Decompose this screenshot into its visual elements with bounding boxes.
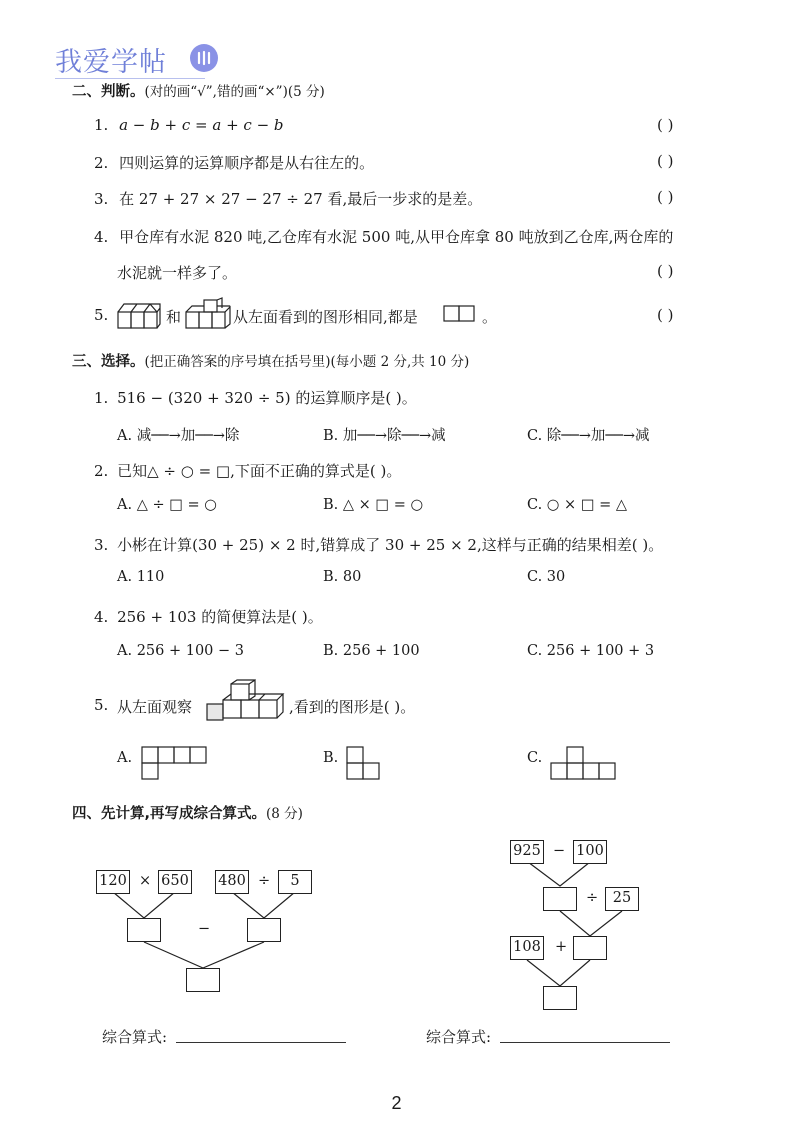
option-a[interactable]: A. △ ÷ □ = ○ [117, 497, 217, 513]
choose-item-5-pre: 从左面观察 [117, 698, 193, 716]
right-number-c: 25 [605, 887, 639, 911]
right-number-d: 108 [510, 936, 544, 960]
left-number-b: 650 [158, 870, 192, 894]
answer-paren[interactable]: ( ) [657, 188, 674, 206]
right-op2: ÷ [586, 890, 599, 906]
item-text: 256 + 103 的简便算法是( )。 [117, 608, 323, 626]
option-c[interactable]: C. [527, 750, 543, 766]
option-c[interactable]: C. ○ × □ = △ [527, 497, 628, 513]
left-formula-blank[interactable] [176, 1042, 346, 1043]
item-text: 已知△ ÷ ○ = □,下面不正确的算式是( )。 [117, 462, 402, 480]
item-number: 2. [94, 462, 109, 480]
right-number-a: 925 [510, 840, 544, 864]
item-text: 四则运算的运算顺序都是从右往左的。 [119, 154, 375, 172]
watermark-logo: 我爱学帖 [55, 47, 167, 78]
option-a[interactable]: A. [117, 750, 133, 766]
option-a[interactable]: A. 110 [117, 569, 165, 585]
section-choose-note: (把正确答案的序号填在括号里)(每小题 2 分,共 10 分) [144, 354, 470, 370]
item-text: 在 27 + 27 × 27 − 27 ÷ 27 看,最后一步求的是差。 [119, 190, 483, 208]
choose-item-5-post: ,看到的图形是( )。 [289, 698, 416, 716]
left-op2: ÷ [258, 873, 271, 889]
right-answer-box-1[interactable] [543, 887, 577, 911]
option-b[interactable]: B. 加──→除──→减 [323, 428, 446, 444]
left-answer-box-2[interactable] [247, 918, 281, 942]
left-op1: × [139, 873, 152, 889]
item-text: a − b + c = a + c − b [119, 116, 284, 134]
section-judge-note: (对的画“√”,错的画“×”)(5 分) [144, 84, 325, 100]
option-c[interactable]: C. 除──→加──→减 [527, 428, 650, 444]
left-mid-op: − [198, 921, 211, 937]
section-choose-title: 三、选择。 [72, 354, 145, 370]
right-number-b: 100 [573, 840, 607, 864]
section-calc-note: (8 分) [266, 806, 303, 822]
answer-paren[interactable]: ( ) [657, 306, 674, 324]
answer-paren[interactable]: ( ) [657, 116, 674, 134]
judge-item-4-line2: 水泥就一样多了。 [117, 264, 238, 282]
section-judge-title: 二、判断。 [72, 84, 145, 100]
answer-paren[interactable]: ( ) [657, 262, 674, 280]
option-c[interactable]: C. 30 [527, 569, 566, 585]
option-b[interactable]: B. 80 [323, 569, 362, 585]
judge-item-5-text: 从左面看到的图形相同,都是 [233, 308, 418, 326]
page-number: 2 [391, 1093, 402, 1113]
item-number: 4. [94, 228, 109, 246]
answer-paren[interactable]: ( ) [657, 152, 674, 170]
left-answer-box-1[interactable] [127, 918, 161, 942]
option-b[interactable]: B. [323, 750, 339, 766]
option-b[interactable]: B. 256 + 100 [323, 643, 420, 659]
left-formula-label: 综合算式: [102, 1028, 168, 1046]
item-number: 3. [94, 536, 109, 554]
option-b[interactable]: B. △ × □ = ○ [323, 497, 424, 513]
option-a[interactable]: A. 256 + 100 − 3 [117, 643, 245, 659]
section-calc-title: 四、先计算,再写成综合算式。 [72, 806, 267, 822]
item-number: 1. [94, 389, 109, 407]
left-number-c: 480 [215, 870, 249, 894]
item-number: 4. [94, 608, 109, 626]
right-op3: + [555, 939, 568, 955]
left-number-a: 120 [96, 870, 130, 894]
judge-item-5-end: 。 [482, 308, 498, 326]
item-text: 小彬在计算(30 + 25) × 2 时,错算成了 30 + 25 × 2,这样与正确的结果相差( )。 [117, 536, 664, 554]
right-op1: − [553, 843, 566, 859]
right-answer-box-2[interactable] [573, 936, 607, 960]
item-number: 2. [94, 154, 109, 172]
right-answer-box-final[interactable] [543, 986, 577, 1010]
item-number: 3. [94, 190, 109, 208]
judge-item-5-number: 5. [94, 306, 109, 324]
option-c[interactable]: C. 256 + 100 + 3 [527, 643, 655, 659]
judge-item-5-and: 和 [166, 308, 182, 326]
left-number-d: 5 [278, 870, 312, 894]
right-formula-blank[interactable] [500, 1042, 670, 1043]
item-text: 甲仓库有水泥 820 吨,乙仓库有水泥 500 吨,从甲仓库拿 80 吨放到乙仓库,两仓库的 [119, 228, 674, 246]
option-a[interactable]: A. 减──→加──→除 [117, 428, 240, 444]
right-formula-label: 综合算式: [426, 1028, 492, 1046]
item-number: 1. [94, 116, 109, 134]
left-answer-box-final[interactable] [186, 968, 220, 992]
item-text: 516 − (320 + 320 ÷ 5) 的运算顺序是( )。 [117, 389, 417, 407]
choose-item-5-number: 5. [94, 696, 109, 714]
